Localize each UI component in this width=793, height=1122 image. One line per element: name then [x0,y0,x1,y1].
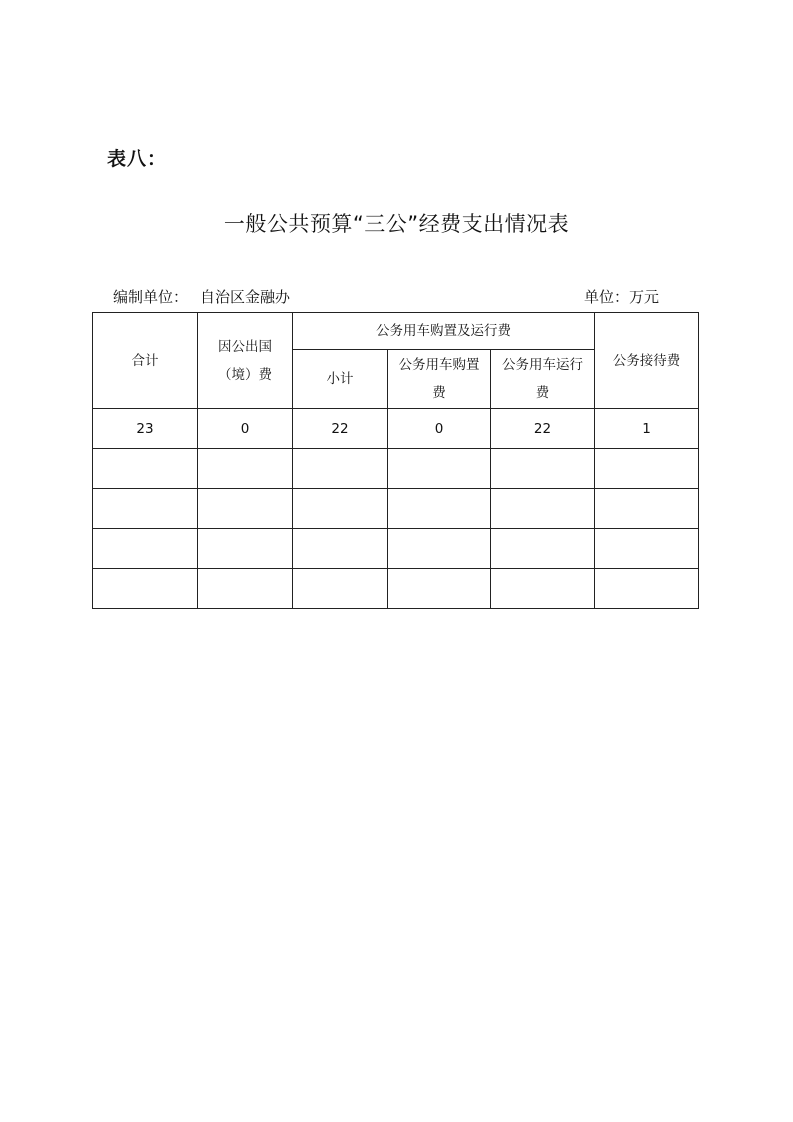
header-vehicle-operation [491,350,595,409]
header-subtotal: 小计 [293,350,388,409]
header-abroad-line1: 因公出国 [218,338,272,355]
header-purchase-line1: 公务用车购置 [398,357,480,373]
expense-table [92,312,699,609]
header-purchase-line2: 费 [432,385,446,401]
table-cell [595,529,699,569]
cell-vehicle-operation: 22 [491,409,595,449]
header-total: 合计 [93,313,198,409]
table-row [93,569,699,609]
table-cell [293,449,388,489]
table-cell [388,569,491,609]
table-cell [198,489,293,529]
table-cell [293,529,388,569]
header-operation-line1: 公务用车运行 [502,357,583,373]
compiler-label: 编制单位： [113,288,189,306]
table-cell [93,489,198,529]
compiler-value: 自治区金融办 [200,288,291,306]
header-abroad [198,313,293,409]
table-cell [198,569,293,609]
header-reception: 公务接待费 [595,313,699,409]
table-row [93,489,699,529]
cell-vehicle-purchase: 0 [388,409,491,449]
table-row [93,409,699,449]
cell-subtotal: 22 [293,409,388,449]
table-cell [595,449,699,489]
table-cell [595,569,699,609]
table-row [93,529,699,569]
compiler-unit [113,286,290,307]
table-cell [491,529,595,569]
table-cell [388,489,491,529]
header-vehicle-group: 公务用车购置及运行费 [293,313,595,350]
table-cell [93,569,198,609]
table-cell [93,449,198,489]
cell-reception: 1 [595,409,699,449]
currency-unit: 单位：万元 [584,288,660,306]
header-operation-line2: 费 [535,385,550,401]
table-cell [491,569,595,609]
table-cell [388,529,491,569]
cell-abroad: 0 [198,409,293,449]
table-row [93,449,699,489]
header-vehicle-purchase [388,350,491,409]
table-cell [491,449,595,489]
table-cell [293,569,388,609]
table-cell [198,529,293,569]
table-cell [93,529,198,569]
table-number-label: 表八： [107,148,168,170]
header-abroad-line2: （境）费 [218,366,272,383]
table-cell [293,489,388,529]
page-title: 一般公共预算“三公”经费支出情况表 [223,212,570,236]
table-cell [595,489,699,529]
table-cell [491,489,595,529]
table-cell [388,449,491,489]
cell-total: 23 [93,409,198,449]
header-row [93,313,699,350]
table-cell [198,449,293,489]
